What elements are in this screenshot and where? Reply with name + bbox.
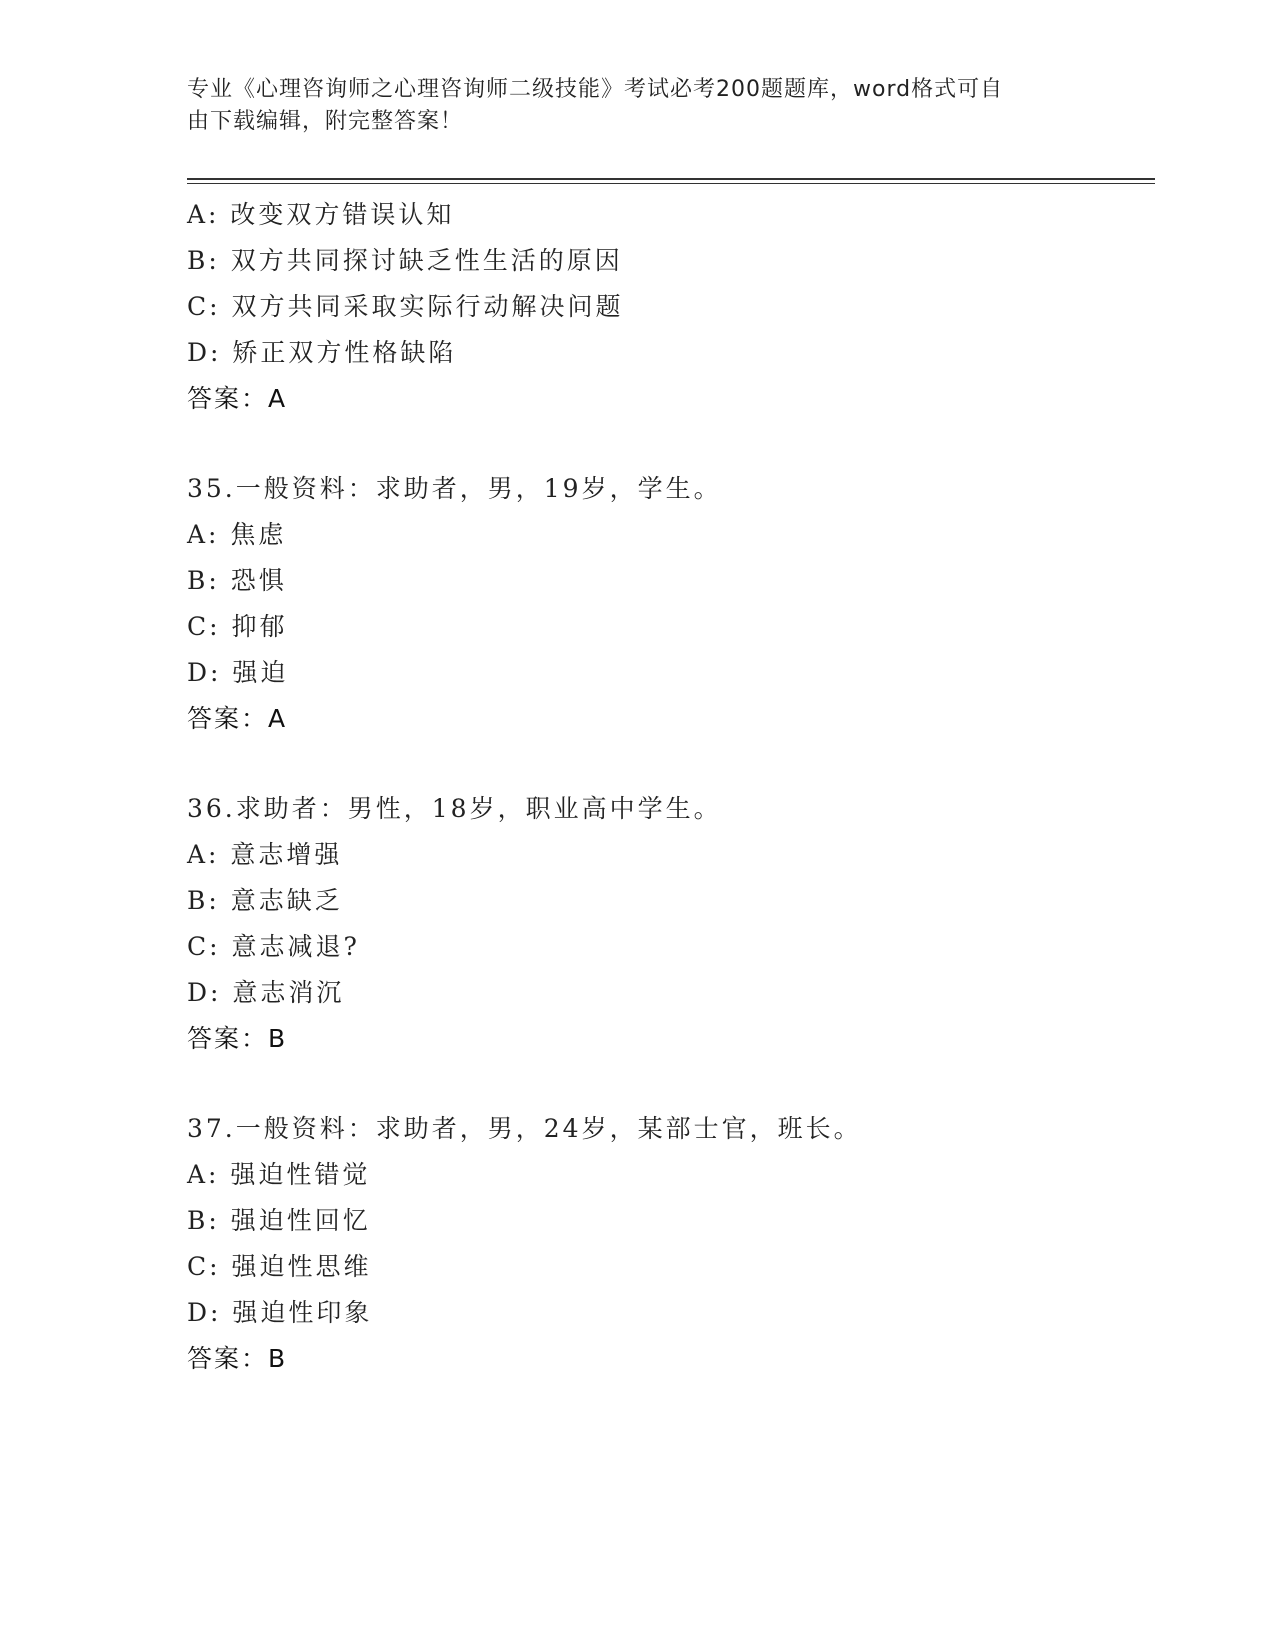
header-line-2: 由下载编辑，附完整答案！ [187,109,464,134]
option-c: C: 抑郁 [187,612,288,641]
question-list [187,192,1147,1382]
spacer [187,1062,1147,1106]
answer-line: 答案：B [187,1024,288,1053]
header-divider-thin [187,183,1155,184]
option-a: A: 焦虑 [187,520,287,549]
option-d: D: 意志消沉 [187,978,345,1007]
question-stem: 35.一般资料：求助者，男，19岁，学生。 [187,474,722,503]
document-header [187,74,1077,138]
option-b: B: 恐惧 [187,566,287,595]
answer-line: 答案：B [187,1344,288,1373]
option-d: D: 强迫 [187,658,289,687]
question-block [187,786,1147,1062]
option-c: C: 意志减退? [187,932,360,961]
header-divider-thick [187,178,1155,180]
question-block [187,1106,1147,1382]
answer-line: 答案：A [187,704,288,733]
option-a: A: 意志增强 [187,840,343,869]
spacer [187,742,1147,786]
answer-line: 答案：A [187,384,288,413]
option-c: C: 双方共同采取实际行动解决问题 [187,292,624,321]
option-b: B: 双方共同探讨缺乏性生活的原因 [187,246,623,275]
option-c: C: 强迫性思维 [187,1252,372,1281]
option-a: A: 强迫性错觉 [187,1160,371,1189]
option-a: A: 改变双方错误认知 [187,200,455,229]
question-block [187,192,1147,422]
spacer [187,422,1147,466]
option-b: B: 强迫性回忆 [187,1206,371,1235]
option-b: B: 意志缺乏 [187,886,343,915]
question-stem: 37.一般资料：求助者，男，24岁，某部士官，班长。 [187,1114,862,1143]
question-stem: 36.求助者：男性，18岁，职业高中学生。 [187,794,722,823]
header-line-1: 专业《心理咨询师之心理咨询师二级技能》考试必考200题题库，word格式可自 [187,77,1004,102]
question-block [187,466,1147,742]
option-d: D: 矫正双方性格缺陷 [187,338,457,367]
option-d: D: 强迫性印象 [187,1298,373,1327]
